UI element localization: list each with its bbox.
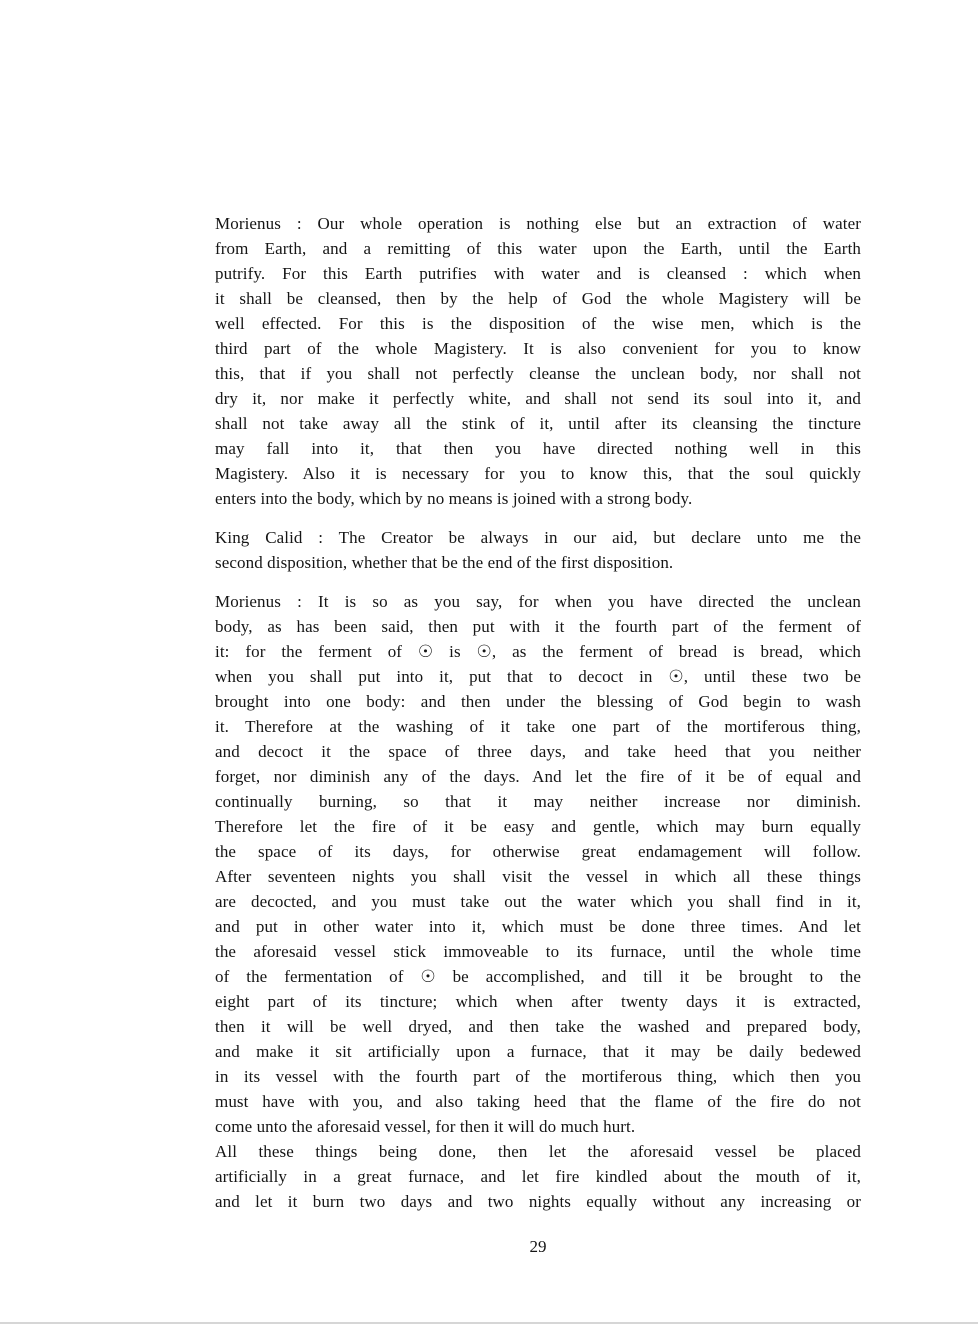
text-line: shall not take away all the stink of it, until after its cleansing the tincture <box>215 414 861 433</box>
text-line: well effected. For this is the disposition of the wise men, which is the <box>215 314 861 333</box>
text-line: Magistery. Also it is necessary for you to know this, that the soul quickly <box>215 464 861 483</box>
text-line: it: for the ferment of ☉ is ☉, as the ferment of bread is bread, which <box>215 642 861 661</box>
text-line: and make it sit artificially upon a furnace, that it may be daily bedewed <box>215 1042 861 1061</box>
text-line: All these things being done, then let the aforesaid vessel be placed <box>215 1142 861 1161</box>
paragraph <box>215 589 861 1139</box>
text-line: and let it burn two days and two nights equally without any increasing or <box>215 1192 861 1211</box>
text-line: King Calid : The Creator be always in our aid, but declare unto me the <box>215 528 861 547</box>
text-line: forget, nor diminish any of the days. And let the fire of it be of equal and <box>215 767 861 786</box>
text-line: when you shall put into it, put that to decoct in ☉, until these two be <box>215 667 861 686</box>
text-line: brought into one body: and then under the blessing of God begin to wash <box>215 692 861 711</box>
page-text <box>215 211 861 1259</box>
text-line: continually burning, so that it may neither increase nor diminish. <box>215 792 861 811</box>
text-line: come unto the aforesaid vessel, for then it will do much hurt. <box>215 1117 636 1136</box>
text-line: dry it, nor make it perfectly white, and shall not send its soul into it, and <box>215 389 861 408</box>
text-line: may fall into it, that then you have directed nothing well in this <box>215 439 861 458</box>
text-line: the space of its days, for otherwise great endamagement will follow. <box>215 842 861 861</box>
text-line: Morienus : It is so as you say, for when you have directed the unclean <box>215 592 861 611</box>
paragraph <box>215 525 861 575</box>
text-line: Therefore let the fire of it be easy and gentle, which may burn equally <box>215 817 861 836</box>
text-line: eight part of its tincture; which when after twenty days it is extracted, <box>215 992 861 1011</box>
text-line: from Earth, and a remitting of this water upon the Earth, until the Earth <box>215 239 861 258</box>
text-line: it shall be cleansed, then by the help of God the whole Magistery will be <box>215 289 861 308</box>
text-line: this, that if you shall not perfectly cleanse the unclean body, nor shall not <box>215 364 861 383</box>
text-line: Morienus : Our whole operation is nothing else but an extraction of water <box>215 214 861 233</box>
text-line: are decocted, and you must take out the water which you shall find in it, <box>215 892 861 911</box>
text-line: it. Therefore at the washing of it take one part of the mortiferous thing, <box>215 717 861 736</box>
paragraph <box>215 1139 861 1214</box>
text-line: enters into the body, which by no means is joined with a strong body. <box>215 489 693 508</box>
page-number: 29 <box>529 1237 547 1256</box>
text-line: and decoct it the space of three days, and take heed that you neither <box>215 742 861 761</box>
text-line: must have with you, and also taking heed that the flame of the fire do not <box>215 1092 861 1111</box>
text-line: in its vessel with the fourth part of the mortiferous thing, which then you <box>215 1067 861 1086</box>
paragraph <box>215 211 861 511</box>
text-line: and put in other water into it, which must be done three times. And let <box>215 917 861 936</box>
text-line: putrify. For this Earth putrifies with water and is cleansed : which when <box>215 264 861 283</box>
text-line: of the fermentation of ☉ be accomplished, and till it be brought to the <box>215 967 861 986</box>
text-line: the aforesaid vessel stick immoveable to its furnace, until the whole time <box>215 942 861 961</box>
text-line: then it will be well dryed, and then take the washed and prepared body, <box>215 1017 861 1036</box>
text-line: third part of the whole Magistery. It is also convenient for you to know <box>215 339 861 358</box>
text-line: body, as has been said, then put with it the fourth part of the ferment of <box>215 617 861 636</box>
text-line: second disposition, whether that be the end of the first disposition. <box>215 553 674 572</box>
text-line: After seventeen nights you shall visit the vessel in which all these things <box>215 867 861 886</box>
text-line: artificially in a great furnace, and let fire kindled about the mouth of it, <box>215 1167 861 1186</box>
